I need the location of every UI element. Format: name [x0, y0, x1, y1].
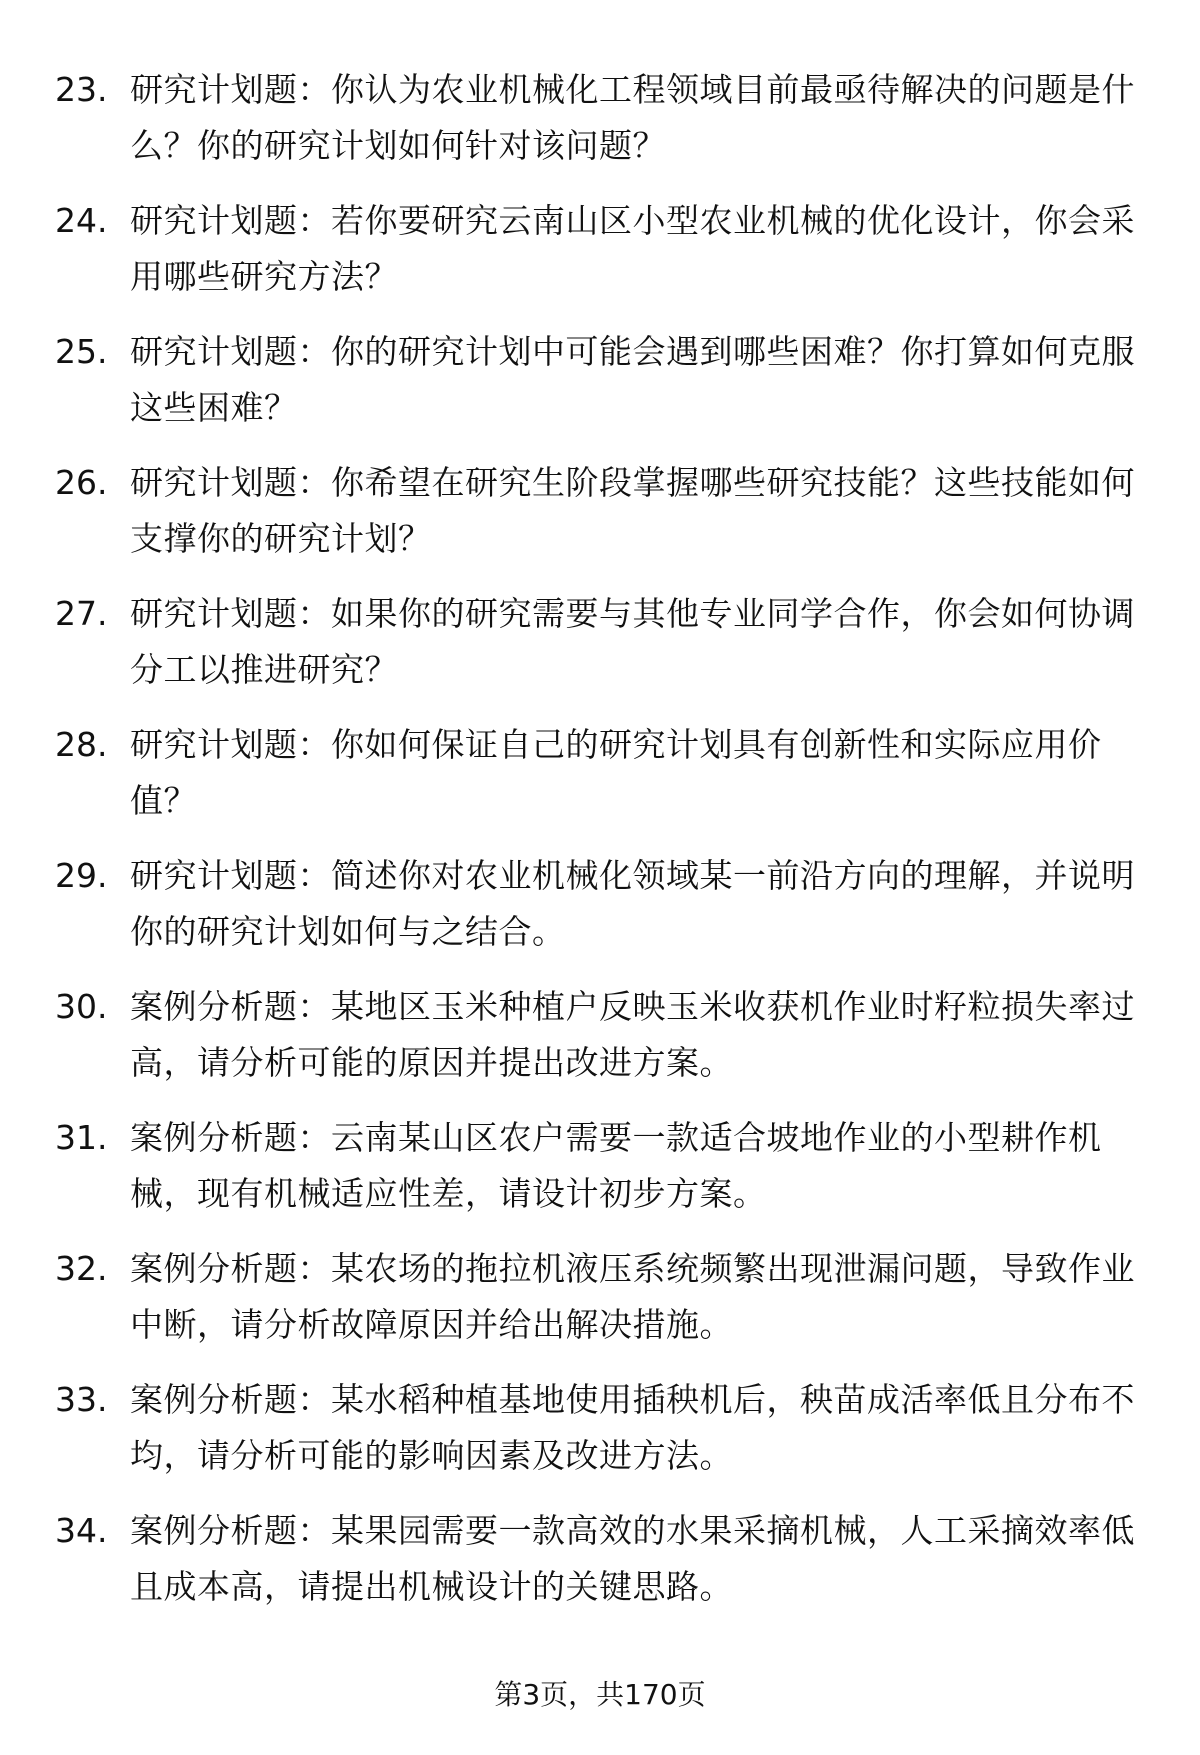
question-item: [0, 445, 1200, 576]
question-number: 31.: [55, 1118, 108, 1157]
question-text: 案例分析题：某地区玉米种植户反映玉米收获机作业时籽粒损失率过高，请分析可能的原因并提出改进方案。: [130, 987, 1135, 1082]
question-number: 25.: [55, 332, 108, 371]
question-number: 24.: [55, 201, 108, 240]
question-item: [0, 576, 1200, 707]
question-text: 研究计划题：若你要研究云南山区小型农业机械的优化设计，你会采用哪些研究方法？: [130, 201, 1135, 296]
question-text: 案例分析题：云南某山区农户需要一款适合坡地作业的小型耕作机械，现有机械适应性差，请设计初步方案。: [130, 1118, 1102, 1213]
question-text: 案例分析题：某农场的拖拉机液压系统频繁出现泄漏问题，导致作业中断，请分析故障原因并给出解决措施。: [130, 1249, 1135, 1344]
question-number: 26.: [55, 463, 108, 502]
question-text: 研究计划题：简述你对农业机械化领域某一前沿方向的理解，并说明你的研究计划如何与之结合。: [130, 856, 1135, 951]
page-footer: 第3页，共170页: [494, 1678, 706, 1711]
question-text: 研究计划题：你的研究计划中可能会遇到哪些困难？你打算如何克服这些困难？: [130, 332, 1135, 427]
question-item: [0, 969, 1200, 1100]
question-text: 研究计划题：你认为农业机械化工程领域目前最亟待解决的问题是什么？你的研究计划如何针对该问题？: [130, 70, 1135, 165]
question-text: 研究计划题：你如何保证自己的研究计划具有创新性和实际应用价值？: [130, 725, 1102, 820]
question-number: 32.: [55, 1249, 108, 1288]
question-item: [0, 52, 1200, 183]
question-text: 案例分析题：某水稻种植基地使用插秧机后，秧苗成活率低且分布不均，请分析可能的影响因素及改进方法。: [130, 1380, 1135, 1475]
question-text: 研究计划题：如果你的研究需要与其他专业同学合作，你会如何协调分工以推进研究？: [130, 594, 1135, 689]
question-text: 案例分析题：某果园需要一款高效的水果采摘机械，人工采摘效率低且成本高，请提出机械设计的关键思路。: [130, 1511, 1135, 1606]
question-number: 34.: [55, 1511, 108, 1550]
question-item: [0, 1100, 1200, 1231]
question-number: 30.: [55, 987, 108, 1026]
question-number: 29.: [55, 856, 108, 895]
question-item: [0, 1231, 1200, 1362]
question-number: 23.: [55, 70, 108, 109]
question-number: 27.: [55, 594, 108, 633]
question-item: [0, 838, 1200, 969]
question-list: [0, 52, 1200, 1624]
question-item: [0, 1362, 1200, 1493]
question-item: [0, 183, 1200, 314]
question-number: 28.: [55, 725, 108, 764]
question-text: 研究计划题：你希望在研究生阶段掌握哪些研究技能？这些技能如何支撑你的研究计划？: [130, 463, 1135, 558]
question-item: [0, 314, 1200, 445]
question-item: [0, 1493, 1200, 1624]
question-item: [0, 707, 1200, 838]
question-number: 33.: [55, 1380, 108, 1419]
